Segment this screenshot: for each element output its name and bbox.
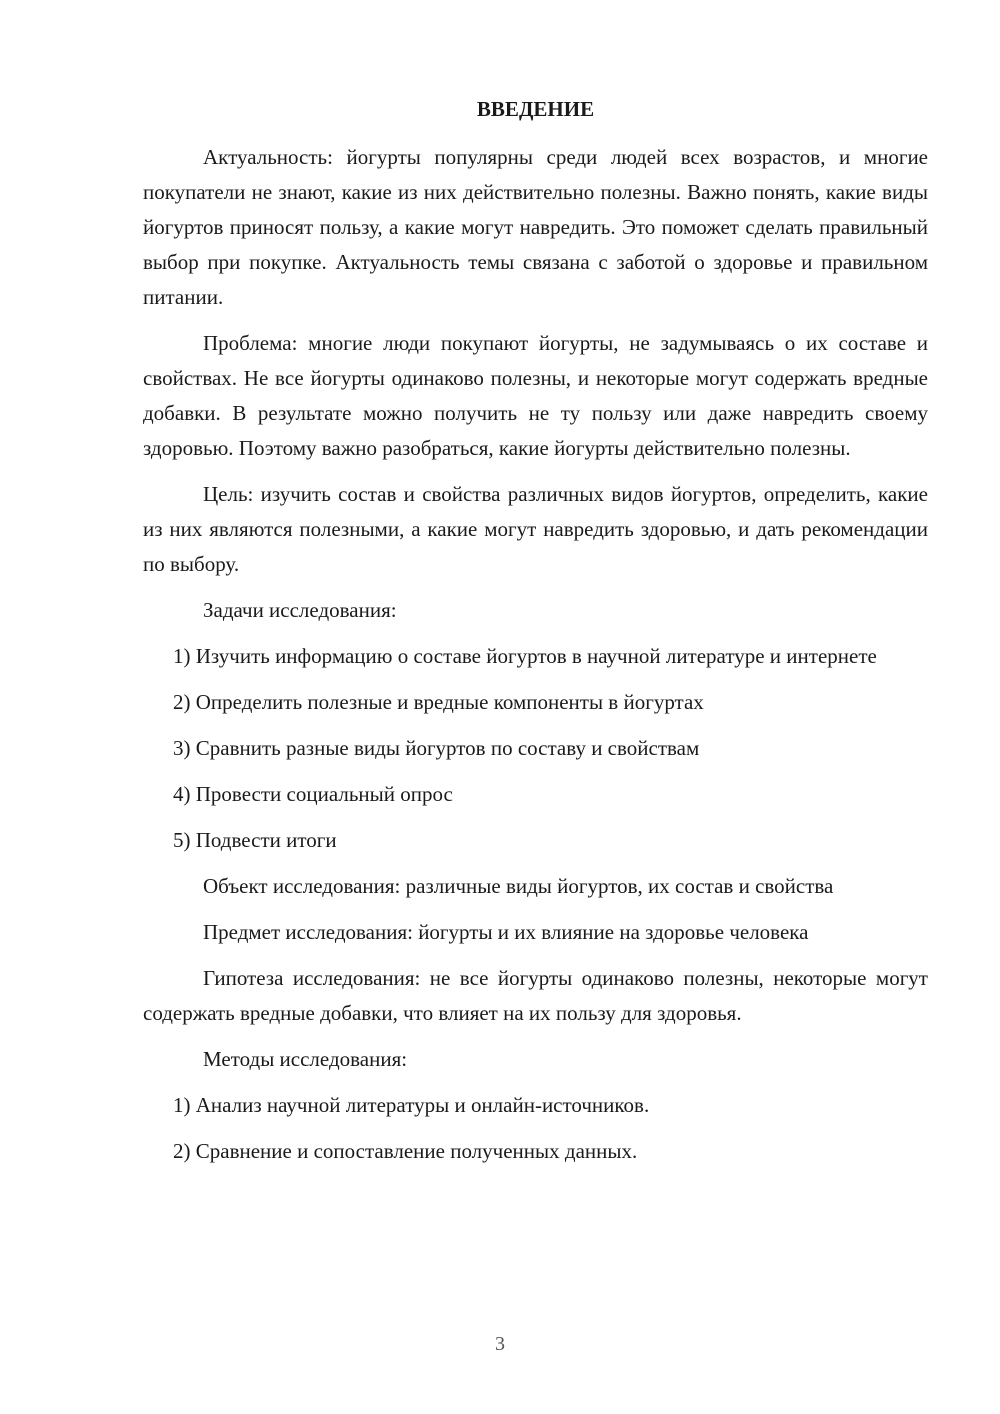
task-item-4: 4) Провести социальный опрос [173, 782, 453, 806]
subject-paragraph: Предмет исследования: йогурты и их влияние на здоровье человека [203, 920, 809, 944]
goal-paragraph: Цель: изучить состав и свойства различных видов йогуртов, определить, какие из них являются полезными, а какие могут навредить здоровью, и дать рекомендации по выбору. [143, 482, 928, 576]
task-item-1: 1) Изучить информацию о составе йогуртов в научной литературе и интернете [173, 644, 877, 668]
methods-heading: Методы исследования: [203, 1047, 408, 1071]
relevance-paragraph: Актуальность: йогурты популярны среди людей всех возрастов, и многие покупатели не знают, какие из них действительно полезны. Важно понять, какие виды йогуртов приносят пользу, а какие могут навредить. Это поможет сделать правильный выбор при покупке. Актуальность темы связана с заботой о здоровье и правильном питании. [143, 145, 928, 309]
task-item-3: 3) Сравнить разные виды йогуртов по составу и свойствам [173, 736, 700, 760]
section-title: ВВЕДЕНИЕ [476, 97, 595, 121]
tasks-heading: Задачи исследования: [203, 598, 397, 622]
page-number: 3 [495, 1333, 505, 1355]
task-item-2: 2) Определить полезные и вредные компоненты в йогуртах [173, 690, 704, 714]
task-item-5: 5) Подвести итоги [173, 828, 337, 852]
object-paragraph: Объект исследования: различные виды йогуртов, их состав и свойства [203, 874, 834, 898]
problem-paragraph: Проблема: многие люди покупают йогурты, не задумываясь о их составе и свойствах. Не все йогурты одинаково полезны, и некоторые могут содержать вредные добавки. В результате можно получить не ту пользу или даже навредить своему здоровью. Поэтому важно разобраться, какие йогурты действительно полезны. [143, 331, 928, 460]
document-page [143, 92, 928, 1180]
hypothesis-paragraph: Гипотеза исследования: не все йогурты одинаково полезны, некоторые могут содержать вредные добавки, что влияет на их пользу для здоровья. [143, 966, 928, 1025]
method-item-2: 2) Сравнение и сопоставление полученных данных. [173, 1139, 638, 1163]
method-item-1: 1) Анализ научной литературы и онлайн-источников. [173, 1093, 650, 1117]
